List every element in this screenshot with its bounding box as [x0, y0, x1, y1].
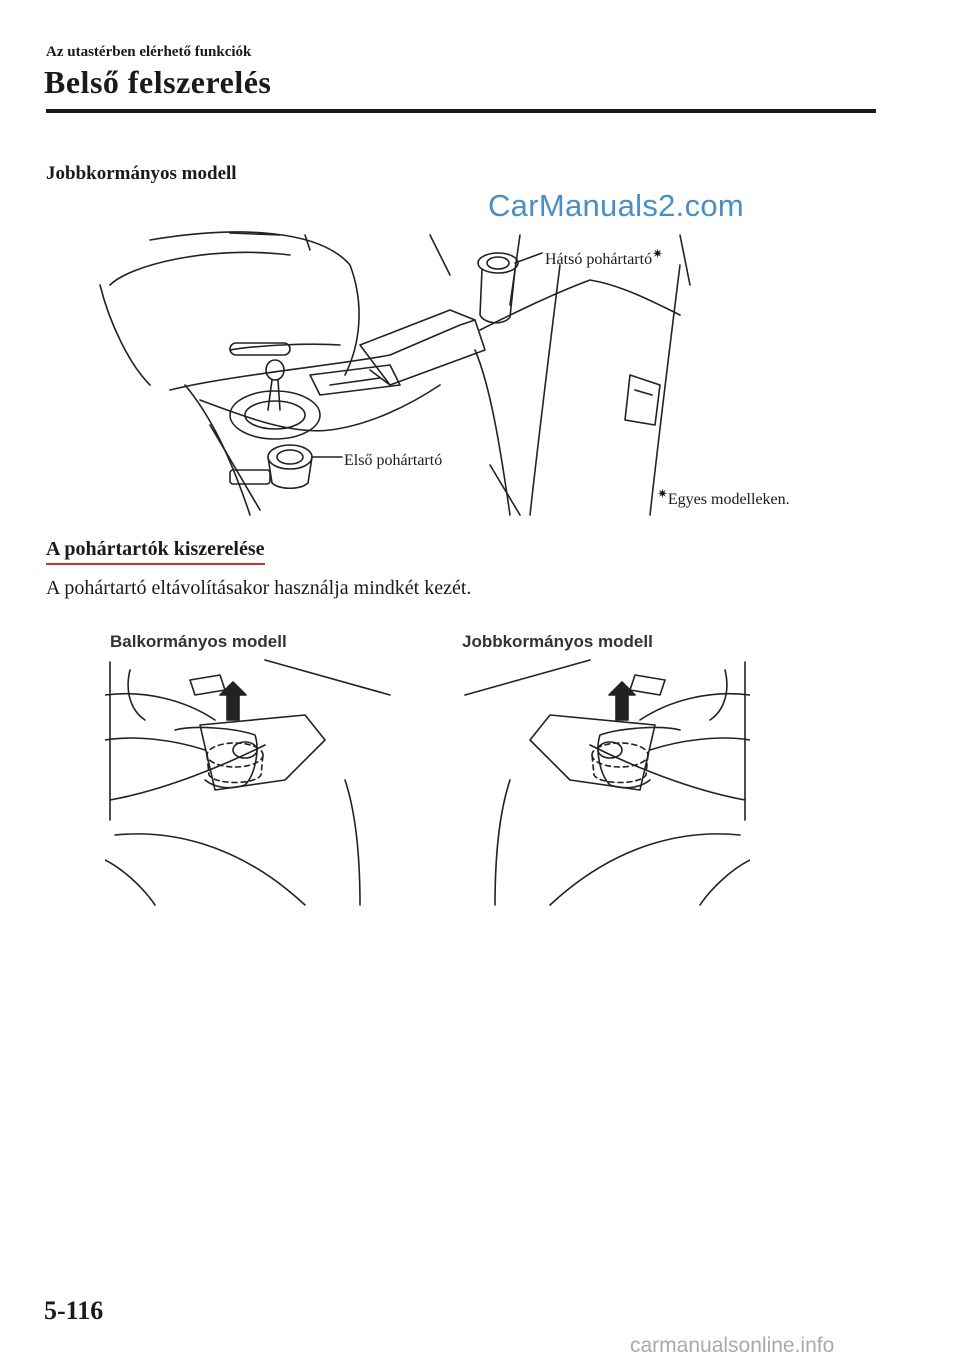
footnote-star-icon: ✷: [657, 486, 668, 501]
model-heading: Jobbkormányos modell: [46, 163, 237, 184]
footnote-star-icon: ✷: [652, 246, 663, 261]
header-rule: [46, 109, 876, 113]
removal-instruction: A pohártartó eltávolításakor használja mindkét kezét.: [46, 577, 472, 599]
removal-heading: A pohártartók kiszerelése: [46, 538, 265, 565]
page-number: 5-116: [44, 1296, 104, 1325]
console-illustration: [90, 225, 830, 525]
watermark-top: CarManuals2.com: [488, 188, 745, 223]
lhd-caption: Balkormányos modell: [110, 632, 287, 651]
front-cupholder-label: Első pohártartó: [344, 452, 443, 469]
rhd-removal-illustration: [460, 650, 750, 910]
watermark-bottom: carmanualsonline.info: [630, 1334, 835, 1357]
rhd-caption: Jobbkormányos modell: [462, 632, 653, 651]
footnote: ✷Egyes modelleken.: [657, 486, 790, 508]
rear-cupholder-label: Hátsó pohártartó✷: [545, 246, 663, 268]
page-title: Belső felszerelés: [44, 64, 272, 100]
section-title: Az utastérben elérhető funkciók: [46, 44, 252, 60]
lhd-removal-illustration: [105, 650, 395, 910]
